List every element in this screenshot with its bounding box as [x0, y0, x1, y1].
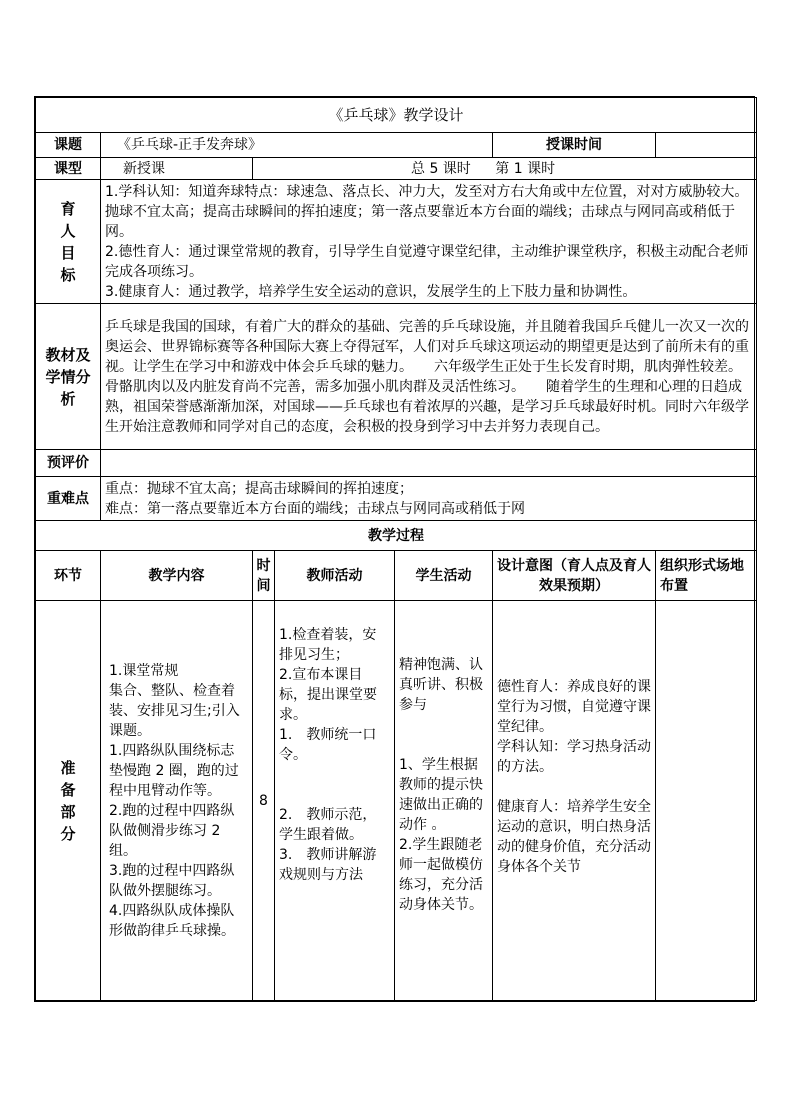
- objectives-label: 育 人 目 标: [36, 180, 101, 304]
- preeval-text: [101, 450, 757, 477]
- hours-cell: [253, 158, 757, 180]
- key-point: 重点：抛球不宜太高；提高击球瞬间的挥拍速度；: [105, 480, 413, 497]
- objectives-text: 1.学科认知：知道奔球特点：球速急、落点长、冲力大，发至对方右大角或中左位置，对对方威胁较大。抛球不宜太高；提高击球瞬间的挥拍速度；第一落点要靠近本方台面的端线；击球点与网同高或稍低于网。 2.德性育人：通过课堂常规的教育，引导学生自觉遵守课堂纪律，主动维护课堂秩序，积极主动配合老师完成各项练习。 3.健康育人：通过教学，培养学生安全运动的意识，发展学生的上下肢力量和协调性。: [101, 180, 757, 304]
- header-student: 学生活动: [395, 551, 493, 601]
- header-design: 设计意图（育人点及育人效果预期）: [493, 551, 656, 601]
- header-content: 教学内容: [101, 551, 253, 601]
- analysis-text: 乒乓球是我国的国球，有着广大的群众的基础、完善的乒乓球设施，并且随着我国乒乓健儿一次又一次的奥运会、世界锦标赛等各种国际大赛上夺得冠军，人们对乒乓球这项运动的期望更是达到了前所未有的重视。让学生在学习中和游戏中体会乒乓球的魅力。 六年级学生正处于生长发育时期，肌肉弹性较差。骨骼肌肉以及内脏发育尚不完善，需多加强小肌肉群及灵活性练习。 随着学生的生理和心理的日趋成熟，祖国荣誉感渐渐加深，对国球——乒乓球也有着浓厚的兴趣，是学习乒乓球最好时机。同时六年级学生开始注意教师和同学对自己的态度，会积极的投身到学习中去并努力表现自己。: [101, 304, 757, 450]
- total-hours: 总 5 课时: [411, 160, 471, 177]
- stage-prep: 准 备 部 分: [36, 601, 101, 1001]
- header-teacher: 教师活动: [275, 551, 395, 601]
- content-prep: 1.课堂常规 集合、整队、检查着装、安排见习生;引入课题。 1.四路纵队围绕标志垫慢跑 2 圈，跑的过程中甩臂动作等。 2.跑的过程中四路纵队做侧滑步练习 2 组。 3.跑的过程中四路纵队做外摆腿练习。 4.四路纵队成体操队形做韵律乒乓球操。: [101, 601, 253, 1001]
- header-org: 组织形式场地布置: [656, 551, 757, 601]
- type-value: [101, 158, 253, 180]
- lesson-plan-table: [35, 97, 757, 1001]
- course-title: 《乒乓球-正手发奔球》: [117, 137, 263, 153]
- lesson-plan-sheet: [34, 96, 755, 1002]
- design-prep: 德性育人：养成良好的课堂行为习惯，自觉遵守课堂纪律。 学科认知：学习热身活动的方法。 健康育人：培养学生安全运动的意识，明白热身活动的健身价值，充分活动身体各个关节: [493, 601, 656, 1001]
- course-label: 课题: [36, 133, 101, 158]
- time-value[interactable]: [656, 133, 757, 158]
- lesson-type: 新授课: [123, 160, 165, 177]
- course-value: [101, 133, 493, 158]
- teacher-prep: 1.检查着装，安排见习生； 2.宣布本课目标，提出课堂要求。 1. 教师统一口令。 2. 教师示范，学生跟着做。 3. 教师讲解游戏规则与方法: [275, 601, 395, 1001]
- process-title: 教学过程: [36, 521, 757, 551]
- keypoints-label: 重难点: [36, 477, 101, 521]
- time-label: 授课时间: [493, 133, 656, 158]
- preeval-label: 预评价: [36, 450, 101, 477]
- type-label: 课型: [36, 158, 101, 180]
- current-hour: 第 1 课时: [495, 160, 556, 177]
- org-prep: [656, 601, 757, 1001]
- student-prep: 精神饱满、认真听讲、积极参与 1、学生根据教师的提示快速做出正确的动作 。 2.学生跟随老师一起做模仿练习，充分活动身体关节。: [395, 601, 493, 1001]
- keypoints-cell: [101, 477, 757, 521]
- header-time: 时 间: [253, 551, 275, 601]
- document-title: 《乒乓球》教学设计: [36, 98, 757, 133]
- analysis-label: 教材及 学情分 析: [36, 304, 101, 450]
- difficult-point: 难点：第一落点要靠近本方台面的端线；击球点与网同高或稍低于网: [105, 500, 525, 517]
- header-stage: 环节: [36, 551, 101, 601]
- table-row: [36, 601, 757, 1001]
- time-prep: 8: [253, 601, 275, 1001]
